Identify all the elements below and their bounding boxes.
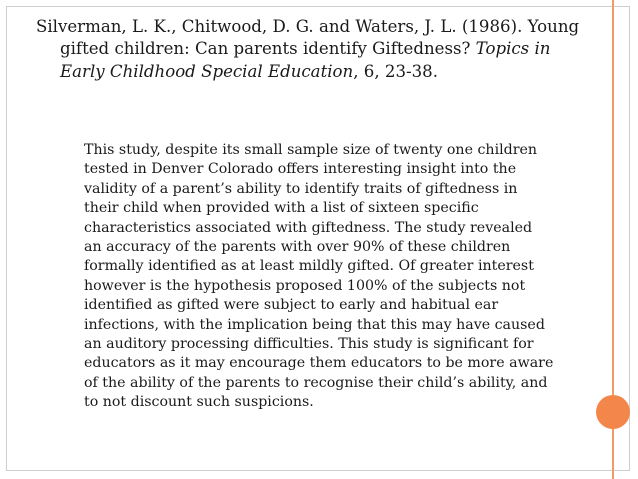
reference-citation: [36, 16, 580, 83]
accent-circle: [596, 395, 630, 429]
citation-volume-pages: , 6, 23-38.: [353, 61, 439, 81]
study-summary: This study, despite its small sample size of twenty one children tested in Denver Colorado offers interesting insight into the validity of a parent’s ability to identify traits of giftedness in their child when provided with a list of sixteen specific characteristics associated with giftedness. The study revealed an accuracy of the parents with over 90% of these children formally identified as at least mildly gifted. Of greater interest however is the hypothesis proposed 100% of the subjects not identified as gifted were subject to early and habitual ear infections, with the implication being that this may have caused an auditory processing difficulties. This study is significant for educators as it may encourage them educators to be more aware of the ability of the parents to recognise their child’s ability, and to not discount such suspicions.: [84, 142, 554, 411]
citation-journal: Topics in Early Childhood Special Education: [60, 39, 551, 81]
citation-authors-title: Silverman, L. K., Chitwood, D. G. and Waters, J. L. (1986). Young gifted children: Can parents identify Giftedness?: [36, 17, 580, 59]
